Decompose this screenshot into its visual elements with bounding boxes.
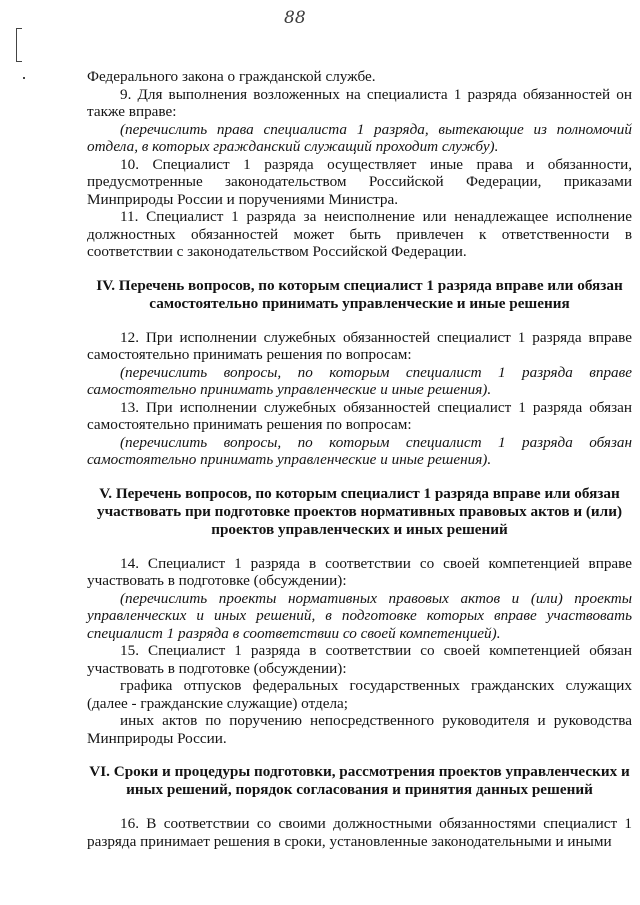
- paragraph-intro: Федерального закона о гражданской службе.: [87, 68, 376, 85]
- paragraph-12-note: (перечислить вопросы, по которым специалист 1 разряда вправе самостоятельно принимать управленческие и иные решения).: [87, 363, 632, 398]
- paragraph-15: 15. Специалист 1 разряда в соответствии со своей компетенцией обязан участвовать в подготовке (обсуждении):: [87, 642, 632, 677]
- paragraph-15-item-schedule: графика отпусков федеральных государственных гражданских служащих (далее - гражданские служащие) отдела;: [87, 677, 632, 712]
- scan-edge-tick-top: [16, 28, 22, 29]
- scan-edge-marks: [0, 0, 30, 905]
- scan-edge-tick-bottom: [16, 61, 22, 62]
- scan-dot: [23, 77, 25, 79]
- section-heading-v: V. Перечень вопросов, по которым специалист 1 разряда вправе или обязан участвовать при подготовке проектов нормативных правовых актов и (или) проектов управленческих и иных решений: [96, 484, 623, 538]
- paragraph-13: 13. При исполнении служебных обязанностей специалист 1 разряда обязан самостоятельно принимать решения по вопросам:: [87, 398, 632, 433]
- paragraph-14-note: (перечислить проекты нормативных правовых актов и (или) проекты управленческих и иных решений, в подготовке которых вправе участвовать специалист 1 разряда в соответствии со своей компетенцией).: [87, 589, 632, 642]
- paragraph-11: 11. Специалист 1 разряда за неисполнение или ненадлежащее исполнение должностных обязанностей может быть привлечен к ответственности в соответствии с законодательством Российской Федерации.: [87, 208, 632, 260]
- paragraph-12: 12. При исполнении служебных обязанностей специалист 1 разряда вправе самостоятельно принимать решения по вопросам:: [87, 328, 632, 363]
- paragraph-16: 16. В соответствии со своими должностными обязанностями специалист 1 разряда принимает решения в сроки, установленные законодательными и иными: [87, 815, 632, 850]
- paragraph-14: 14. Специалист 1 разряда в соответствии со своей компетенцией вправе участвовать в подготовке (обсуждении):: [87, 554, 632, 589]
- section-heading-vi: VI. Сроки и процедуры подготовки, рассмотрения проектов управленческих и иных решений, порядок согласования и принятия данных решений: [89, 763, 630, 798]
- paragraph-9: 9. Для выполнения возложенных на специалиста 1 разряда обязанностей он также вправе:: [87, 85, 632, 120]
- section-heading-iv: IV. Перечень вопросов, по которым специалист 1 разряда вправе или обязан самостоятельно принимать управленческие и иные решения: [96, 276, 623, 312]
- paragraph-13-note: (перечислить вопросы, по которым специалист 1 разряда обязан самостоятельно принимать управленческие и иные решения).: [87, 433, 632, 468]
- paragraph-10: 10. Специалист 1 разряда осуществляет иные права и обязанности, предусмотренные законодательством Российской Федерации, приказами Минприроды России и поручениями Министра.: [87, 155, 632, 208]
- scan-edge-line: [16, 28, 17, 62]
- page-number: 88: [284, 8, 306, 28]
- paragraph-15-item-other-acts: иных актов по поручению непосредственного руководителя и руководства Минприроды России.: [87, 712, 632, 747]
- paragraph-9-note: (перечислить права специалиста 1 разряда, вытекающие из полномочий отдела, в которых гражданский служащий проходит службу).: [87, 120, 632, 155]
- document-body: [87, 68, 632, 850]
